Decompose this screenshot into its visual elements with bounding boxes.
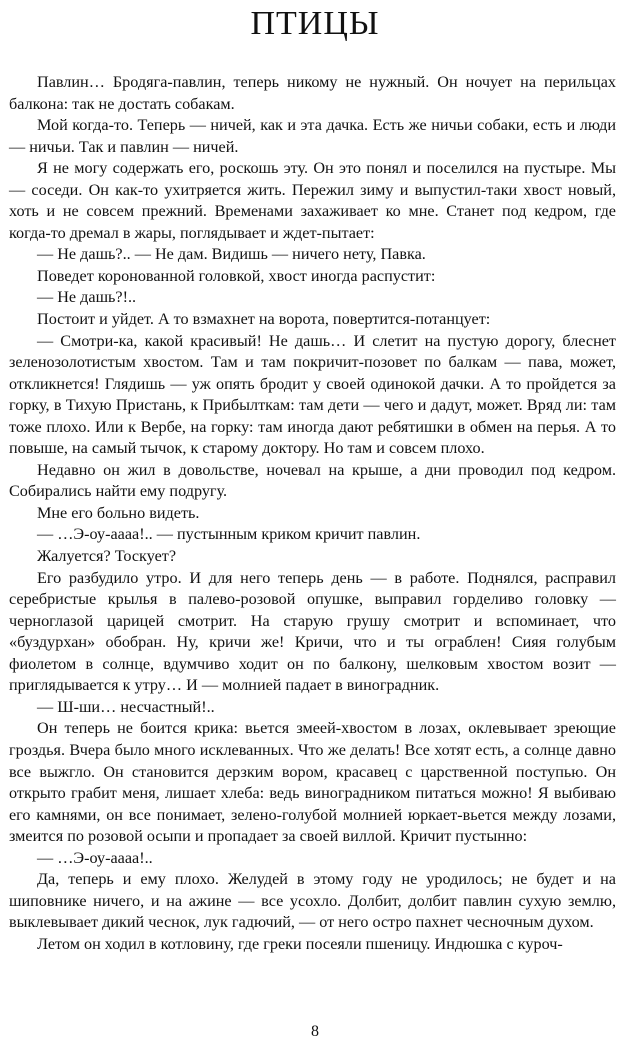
paragraph: Павлин… Бродяга-павлин, теперь никому не нужный. Он ночует на перильцах балкона: так не достать собакам. (9, 73, 616, 113)
paragraph: Постоит и уйдет. А то взмахнет на ворота, повертится-потанцует: (37, 310, 491, 329)
paragraph: — Не дашь?.. — Не дам. Видишь — ничего нету, Павка. (37, 245, 426, 264)
paragraph: Я не могу содержать его, роскошь эту. Он это понял и поселился на пустыре. Мы — соседи. Он как-то ухитряется жить. Пережил зиму и выпустил-таки хвост новый, хоть и не совсем прежний. Временами захаживает ко мне. Станет под кедром, где когда-то дремал в жары, поглядывает и ждет-пытает: (9, 159, 616, 242)
paragraph: — …Э-оу-аааа!.. (37, 848, 153, 867)
paragraph: — Ш-ши… несчастный!.. (37, 697, 215, 716)
paragraph: Его разбудило утро. И для него теперь день — в работе. Поднялся, расправил серебристые крылья в палево-розовой опушке, выправил горделиво головку — черноглазой царицей смотрит. На старую грушу смотрит и вспоминает, что «буздурхан» обобран. Ну, кричи же! Кричи, что и ты ограблен! Сияя голубым фиолетом в солнце, вдумчиво ходит он по балкону, шелковым хвостом возит — приглядывается к утру… И — молнией падает в виноградник. (9, 568, 616, 695)
paragraph: — …Э-оу-аааа!.. — пустынным криком кричит павлин. (37, 525, 421, 544)
paragraph: — Смотри-ка, какой красивый! Не дашь… И слетит на пустую дорогу, блеснет зеленозолотистым хвостом. Там и там покричит-позовет по балкам — пава, может, откликнется! Глядишь — уж опять бродит у своей одинокой дачки. А то пройдется за горку, в Тихую Пристань, к Прибылткам: там дети — чего и дадут, может. Вряд ли: там тоже плохо. Или к Вербе, на горку: там иногда дают ребятишки в обмен на перья. А то повыше, на самый тычок, к старому доктору. Но там и совсем плохо. (9, 331, 616, 458)
paragraph: — Не дашь?!.. (37, 288, 137, 307)
paragraph: Да, теперь и ему плохо. Желудей в этому году не уродилось; не будет и на шиповнике ничего, и на ажине — все усохло. Долбит, долбит павлин сухую землю, выклевывает дикий чеснок, лук гадючий, — от него остро пахнет чесночным духом. (9, 870, 616, 932)
paragraph: Мой когда-то. Теперь — ничей, как и эта дачка. Есть же ничьи собаки, есть и люди — ничьи. Так и павлин — ничей. (9, 116, 616, 156)
chapter-title: ПТИЦЫ (250, 5, 380, 42)
page-number: 8 (311, 1023, 319, 1040)
paragraph: Летом он ходил в котловину, где греки посеяли пшеницу. Индюшка с куроч- (37, 934, 563, 953)
paragraph: Он теперь не боится крика: вьется змеей-хвостом в лозах, оклевывает зреющие гроздья. Вчера было много исклеванных. Что же делать! Все хотят есть, а солнце давно все выжгло. Он становится дерзким вором, красавец с царственной поступью. Он открыто грабит меня, лишает хлеба: ведь виноградником питаться можно! Я выбиваю его камнями, он все понимает, зелено-голубой молнией юркает-вьется между лозами, змеится по розовой осыпи и пропадает за своей виллой. Кричит пустынно: (9, 719, 616, 846)
paragraph: Мне его больно видеть. (37, 503, 200, 522)
paragraph: Недавно он жил в довольстве, ночевал на крыше, а дни проводил под кедром. Собирались найти ему подругу. (9, 460, 616, 501)
paragraph: Поведет коронованной головкой, хвост иногда распустит: (37, 266, 436, 285)
chapter-text (9, 72, 616, 955)
paragraph: Жалуется? Тоскует? (37, 547, 177, 566)
